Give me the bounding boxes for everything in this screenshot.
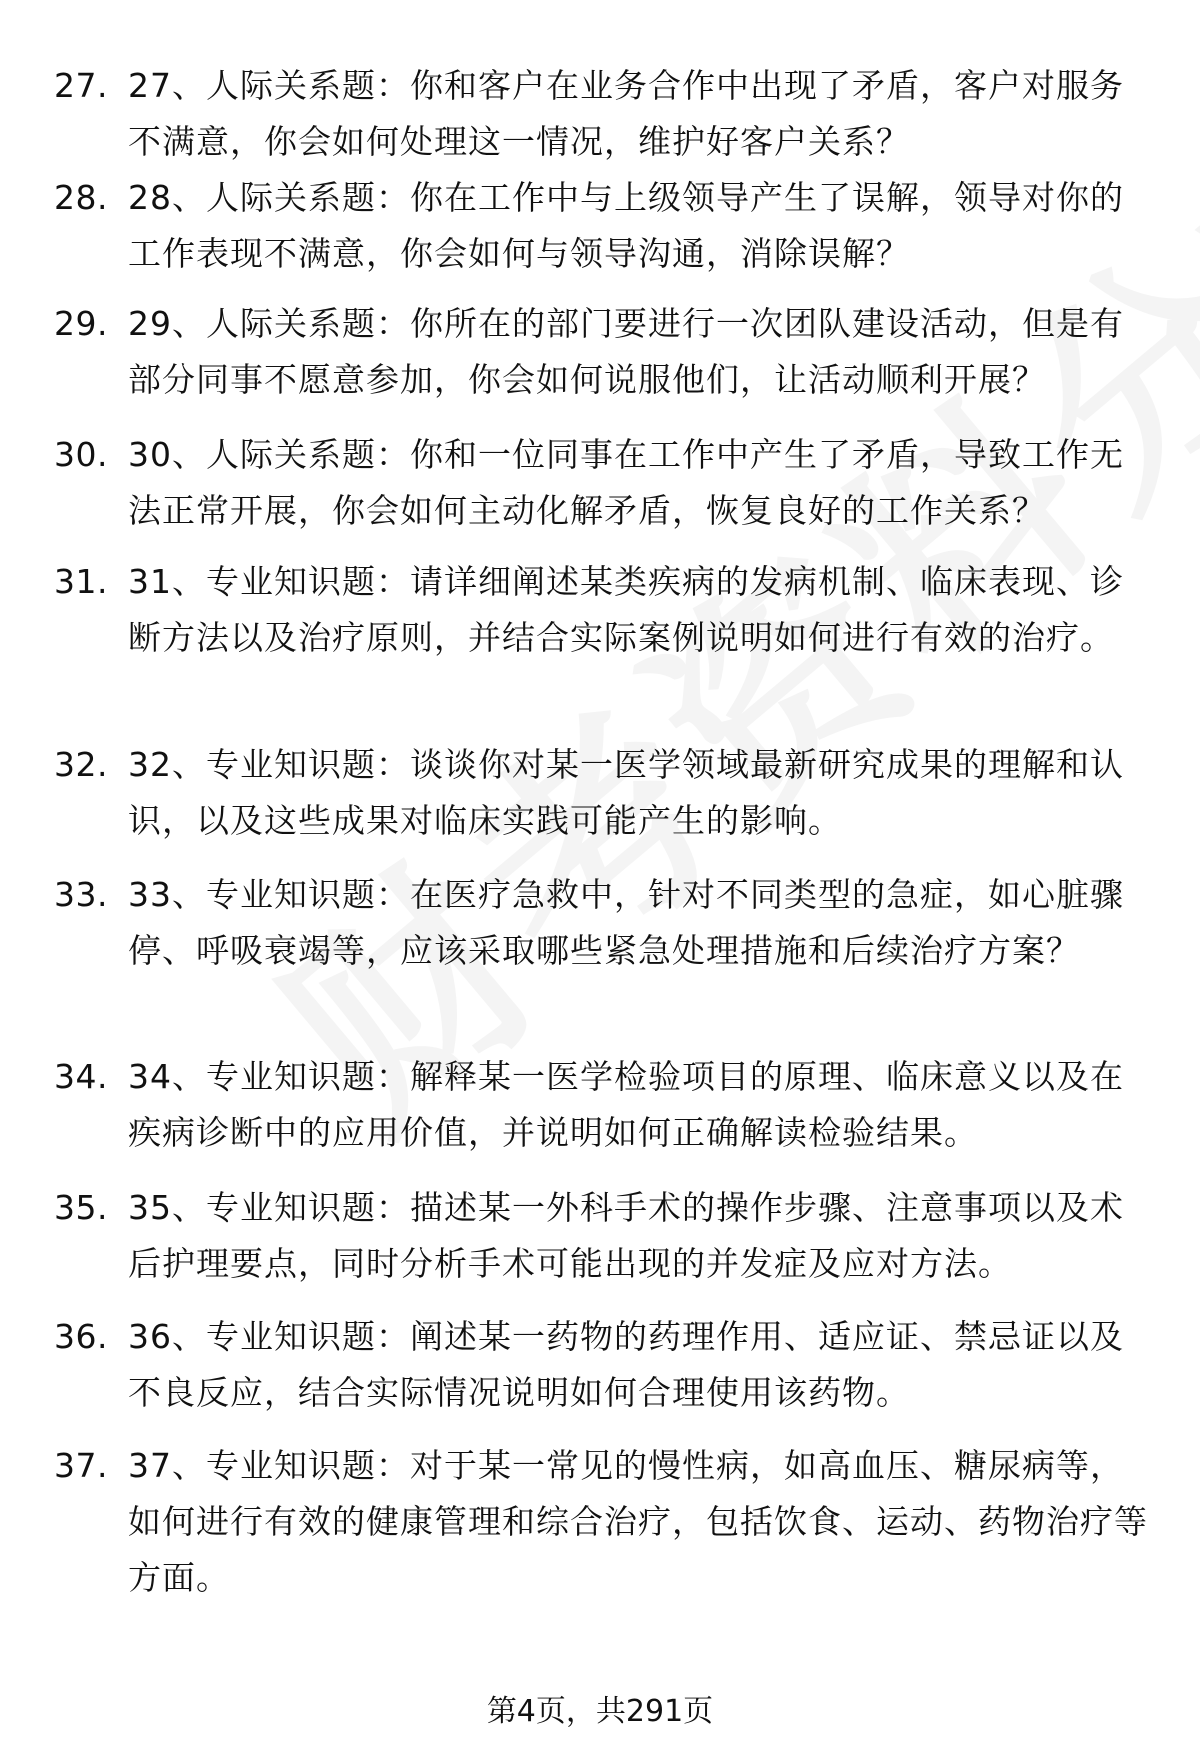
question-number: 33. (54, 875, 108, 914)
question-text: 34、专业知识题：解释某一医学检验项目的原理、临床意义以及在疾病诊断中的应用价值，并说明如何正确解读检验结果。 (128, 1057, 1124, 1152)
question-text: 33、专业知识题：在医疗急救中，针对不同类型的急症，如心脏骤停、呼吸衰竭等，应该采取哪些紧急处理措施和后续治疗方案？ (128, 875, 1124, 970)
question-number: 32. (54, 745, 108, 784)
question-number: 28. (54, 178, 108, 217)
question-text: 35、专业知识题：描述某一外科手术的操作步骤、注意事项以及术后护理要点，同时分析手术可能出现的并发症及应对方法。 (128, 1188, 1124, 1283)
question-number: 37. (54, 1446, 108, 1485)
question-number: 34. (54, 1057, 108, 1096)
question-text: 28、人际关系题：你在工作中与上级领导产生了误解，领导对你的工作表现不满意，你会如何与领导沟通，消除误解？ (128, 178, 1124, 273)
question-text: 36、专业知识题：阐述某一药物的药理作用、适应证、禁忌证以及不良反应，结合实际情况说明如何合理使用该药物。 (128, 1317, 1124, 1412)
question-text: 32、专业知识题：谈谈你对某一医学领域最新研究成果的理解和认识，以及这些成果对临床实践可能产生的影响。 (128, 745, 1124, 840)
question-text: 27、人际关系题：你和客户在业务合作中出现了矛盾，客户对服务不满意，你会如何处理这一情况，维护好客户关系？ (128, 66, 1124, 161)
question-number: 30. (54, 435, 108, 474)
question-text: 30、人际关系题：你和一位同事在工作中产生了矛盾，导致工作无法正常开展，你会如何主动化解矛盾，恢复良好的工作关系？ (128, 435, 1124, 530)
question-text: 29、人际关系题：你所在的部门要进行一次团队建设活动，但是有部分同事不愿意参加，你会如何说服他们，让活动顺利开展？ (128, 304, 1124, 399)
question-number: 29. (54, 304, 108, 343)
question-text: 37、专业知识题：对于某一常见的慢性病，如高血压、糖尿病等，如何进行有效的健康管理和综合治疗，包括饮食、运动、药物治疗等方面。 (128, 1446, 1148, 1597)
page-number: 第4页，共291页 (486, 1694, 714, 1729)
question-number: 31. (54, 562, 108, 601)
question-text: 31、专业知识题：请详细阐述某类疾病的发病机制、临床表现、诊断方法以及治疗原则，并结合实际案例说明如何进行有效的治疗。 (128, 562, 1124, 657)
question-number: 36. (54, 1317, 108, 1356)
question-number: 35. (54, 1188, 108, 1227)
question-number: 27. (54, 66, 108, 105)
